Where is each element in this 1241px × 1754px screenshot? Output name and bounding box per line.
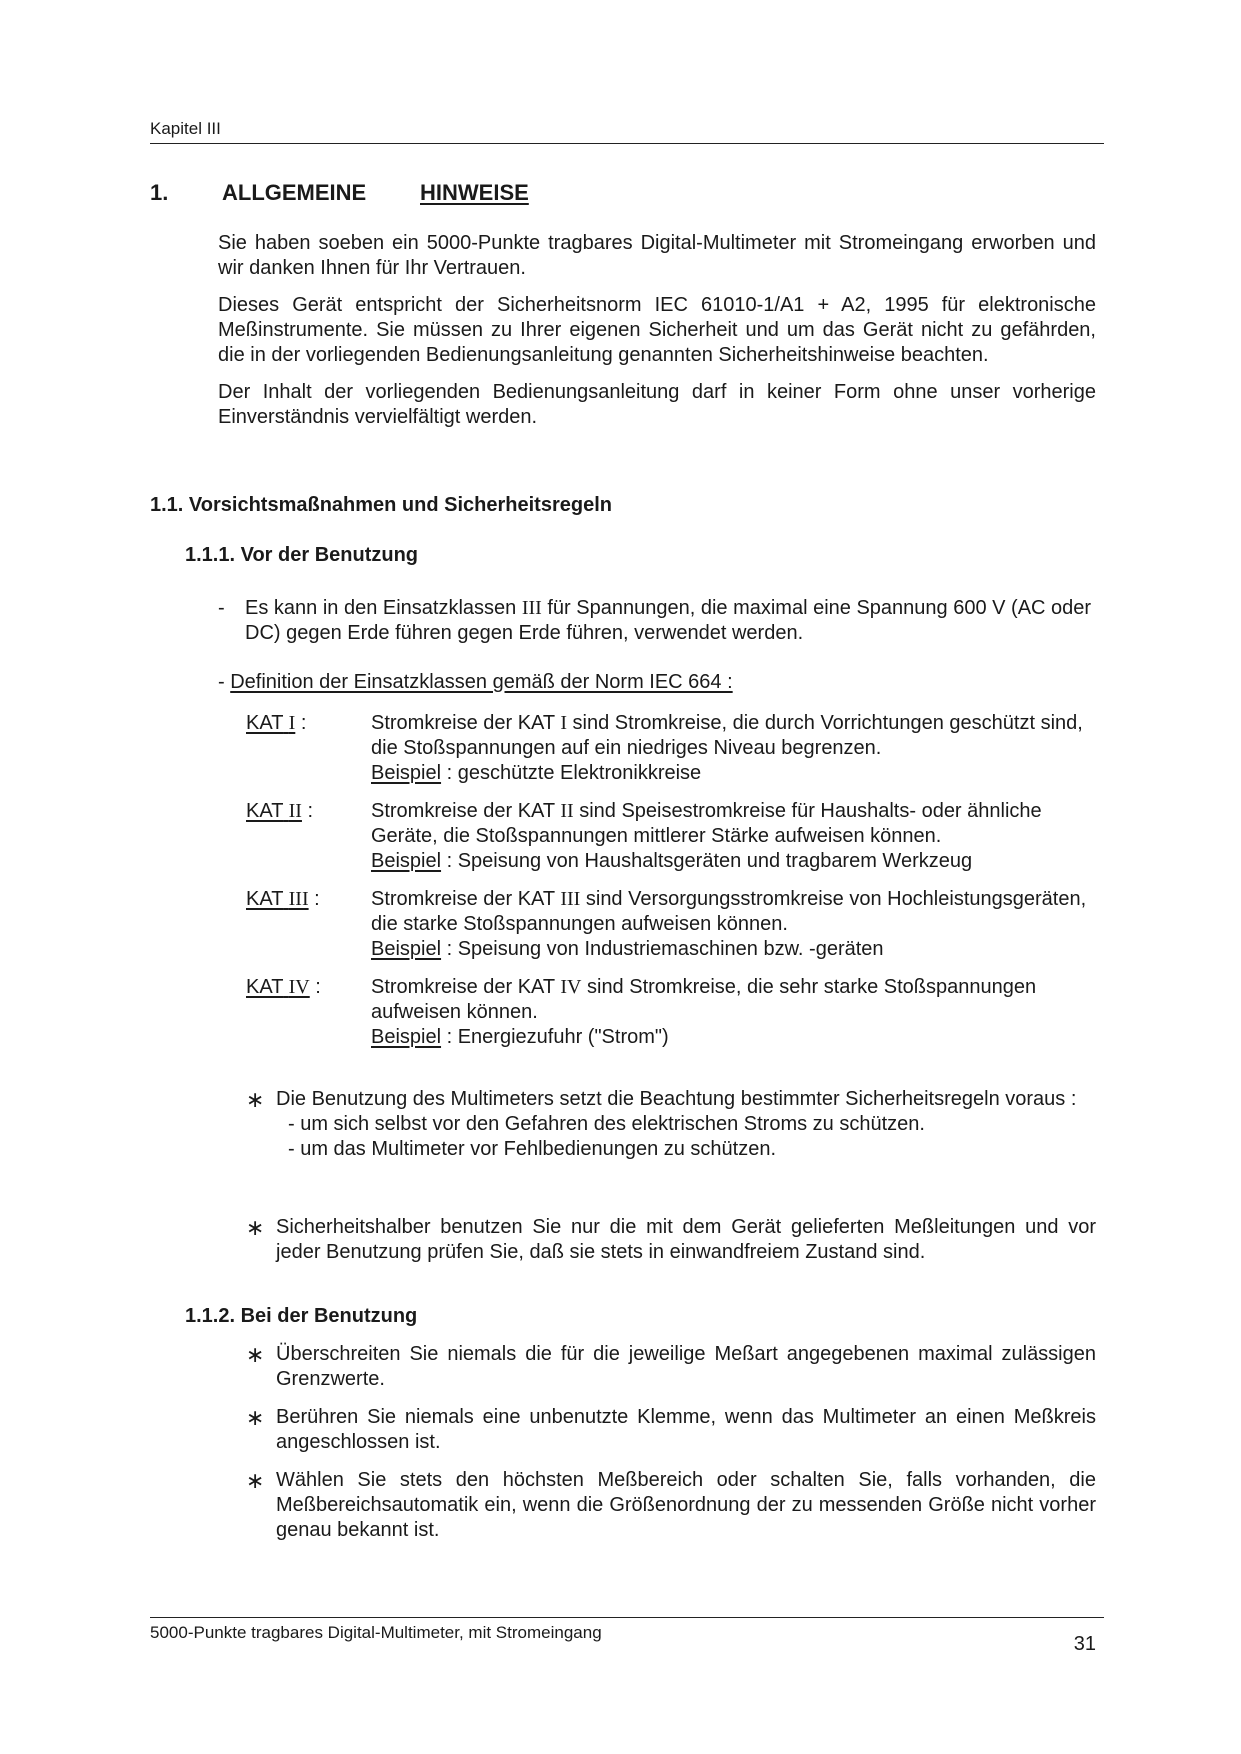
safety-rule-subitem: - um sich selbst vor den Gefahren des elektrischen Stroms zu schützen.	[288, 1113, 925, 1135]
kat-description	[371, 887, 1106, 962]
kat-entry	[246, 887, 1106, 962]
kat-colon: :	[308, 888, 320, 910]
definition-line	[218, 670, 733, 695]
section-1-1-heading: 1.1. Vorsichtsmaßnahmen und Sicherheitsregeln	[150, 494, 612, 516]
kat-label	[246, 711, 306, 736]
usage-rule-text: Wählen Sie stets den höchsten Meßbereich oder schalten Sie, falls vorhanden, die Meßbereichsautomatik ein, wenn die Größenordnung der zu messenden Größe nicht vorher genau bekannt ist.	[276, 1469, 1096, 1541]
usage-rule-item	[246, 1342, 1096, 1392]
kat-text-roman: IV	[560, 976, 582, 998]
definition-prefix: -	[218, 671, 231, 693]
running-footer: 5000-Punkte tragbares Digital-Multimeter, mit Stromeingang	[150, 1623, 602, 1642]
usage-rule-text: Überschreiten Sie niemals die für die jeweilige Meßart angegebenen maximal zulässigen Grenzwerte.	[276, 1343, 1096, 1390]
kat-entry	[246, 711, 1106, 786]
kat-text-b: sind Versorgungsstromkreise von Hochleistungsgeräten, die starke Stoßspannungen aufweisen können.	[371, 888, 1087, 935]
kat-label	[246, 799, 313, 824]
section-1-1-2-heading: 1.1.2. Bei der Benutzung	[185, 1305, 418, 1327]
kat-colon: :	[301, 800, 314, 822]
kat-text-a: Stromkreise der KAT	[371, 712, 561, 734]
example-label: Beispiel	[371, 762, 442, 784]
kat-text-b: sind Speisestromkreise für Haushalts- oder ähnliche Geräte, die Stoßspannungen mittlerer Stärke aufweisen können.	[371, 800, 1042, 847]
kat-text-b: sind Stromkreise, die sehr starke Stoßspannungen aufweisen können.	[371, 976, 1037, 1023]
kat-roman: I	[288, 712, 296, 734]
intro-paragraph: Sie haben soeben ein 5000-Punkte tragbares Digital-Multimeter mit Stromeingang erworben und wir danken Ihnen für Ihr Vertrauen.	[218, 232, 1096, 279]
example-text: Energiezufuhr ("Strom")	[457, 1026, 669, 1048]
kat-text-a: Stromkreise der KAT	[371, 976, 561, 998]
asterisk-icon: ∗	[246, 1342, 265, 1367]
safety-rule-item	[246, 1087, 1096, 1162]
kat-description	[371, 711, 1106, 786]
kat-text-b: sind Stromkreise, die durch Vorrichtungen geschützt sind, die Stoßspannungen auf ein niedriges Niveau begrenzen.	[371, 712, 1083, 759]
kat-roman: III	[288, 888, 309, 910]
section-1-title-word-2: HINWEISE	[420, 180, 529, 205]
running-header: Kapitel III	[150, 119, 221, 138]
kat-label	[246, 975, 321, 1000]
asterisk-icon: ∗	[246, 1215, 265, 1240]
example-label: Beispiel	[371, 850, 442, 872]
usage-rule-item	[246, 1405, 1096, 1455]
kat-entry	[246, 799, 1106, 874]
kat-label-word: KAT	[246, 976, 284, 998]
example-separator: :	[441, 762, 458, 784]
kat-description	[371, 975, 1106, 1050]
kat-text-a: Stromkreise der KAT	[371, 888, 561, 910]
dash-item-text	[245, 596, 1096, 646]
kat-colon: :	[309, 976, 321, 998]
example-separator: :	[441, 850, 458, 872]
kat-label	[246, 887, 320, 912]
dash-marker: -	[218, 597, 225, 619]
kat-text-roman: I	[560, 712, 567, 734]
example-text: Speisung von Industriemaschinen bzw. -geräten	[457, 938, 884, 960]
kat-entry	[246, 975, 1106, 1050]
usage-rule-text: Berühren Sie niemals eine unbenutzte Klemme, wenn das Multimeter an einen Meßkreis angeschlossen ist.	[276, 1406, 1096, 1453]
section-1-number: 1.	[150, 180, 169, 205]
dash-item-roman: III	[521, 597, 542, 619]
safety-rule-text: Die Benutzung des Multimeters setzt die Beachtung bestimmter Sicherheitsregeln voraus :	[276, 1088, 1077, 1110]
kat-text-a: Stromkreise der KAT	[371, 800, 561, 822]
asterisk-icon: ∗	[246, 1087, 265, 1112]
section-1-intro	[218, 231, 1096, 442]
section-1-heading	[150, 179, 529, 207]
usage-rule-item	[246, 1468, 1096, 1543]
page-number: 31	[1073, 1633, 1096, 1655]
intro-paragraph: Der Inhalt der vorliegenden Bedienungsanleitung darf in keiner Form ohne unser vorherige Einverständnis vervielfältigt werden.	[218, 381, 1096, 428]
kat-text-roman: II	[560, 800, 574, 822]
example-separator: :	[441, 938, 458, 960]
kat-label-word: KAT	[246, 800, 284, 822]
example-text: geschützte Elektronikkreise	[457, 762, 702, 784]
safety-rule-item	[246, 1215, 1096, 1265]
intro-paragraph: Dieses Gerät entspricht der Sicherheitsnorm IEC 61010-1/A1 + A2, 1995 für elektronische Meßinstrumente. Sie müssen zu Ihrer eigenen Sicherheit und um das Gerät nicht zu gefährden, die in der vorliegenden Bedienungsanleitung genannten Sicherheitshinweise beachten.	[218, 294, 1096, 366]
kat-roman: II	[288, 800, 302, 822]
safety-rule-subitem: - um das Multimeter vor Fehlbedienungen zu schützen.	[288, 1138, 777, 1160]
kat-description	[371, 799, 1106, 874]
section-1-title-word-1: ALLGEMEINE	[222, 180, 367, 205]
definition-text: Definition der Einsatzklassen gemäß der Norm IEC 664 :	[230, 671, 733, 693]
footer-rule	[150, 1617, 1104, 1618]
kat-label-word: KAT	[246, 888, 284, 910]
header-rule	[150, 143, 1104, 144]
dash-item-text-b: für Spannungen, die maximal eine Spannung 600 V (AC oder DC) gegen Erde führen gegen Erde führen, verwendet werden.	[245, 597, 1092, 644]
kat-roman: IV	[288, 976, 310, 998]
safety-rule-text: Sicherheitshalber benutzen Sie nur die mit dem Gerät gelieferten Meßleitungen und vor jeder Benutzung prüfen Sie, daß sie stets in einwandfreiem Zustand sind.	[276, 1216, 1096, 1263]
dash-item	[218, 596, 1096, 646]
example-separator: :	[441, 1026, 458, 1048]
asterisk-icon: ∗	[246, 1468, 265, 1493]
dash-item-text-a: Es kann in den Einsatzklassen	[245, 597, 522, 619]
example-label: Beispiel	[371, 938, 442, 960]
kat-label-word: KAT	[246, 712, 284, 734]
example-label: Beispiel	[371, 1026, 442, 1048]
asterisk-icon: ∗	[246, 1405, 265, 1430]
kat-text-roman: III	[560, 888, 581, 910]
section-1-1-1-heading: 1.1.1. Vor der Benutzung	[185, 544, 418, 566]
example-text: Speisung von Haushaltsgeräten und tragbarem Werkzeug	[457, 850, 973, 872]
kat-colon: :	[295, 712, 307, 734]
